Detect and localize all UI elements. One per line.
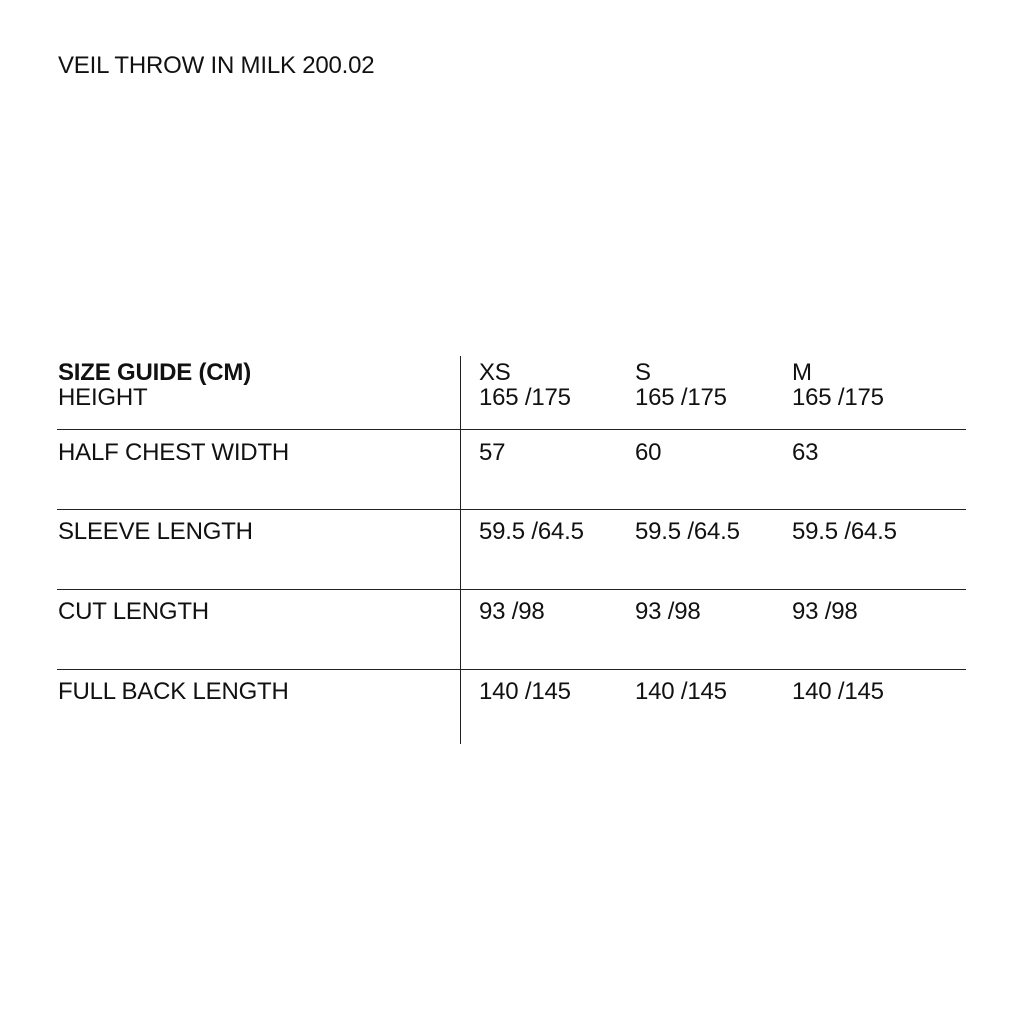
cell-half-chest-width-xs: 57 <box>479 439 506 466</box>
cell-sleeve-length-xs: 59.5 /64.5 <box>479 518 584 545</box>
size-header-m: M <box>792 359 812 386</box>
row-label-full-back-length: FULL BACK LENGTH <box>58 678 289 705</box>
cell-height-s: 165 /175 <box>635 384 727 411</box>
row-label-sleeve-length: SLEEVE LENGTH <box>58 518 253 545</box>
cell-sleeve-length-m: 59.5 /64.5 <box>792 518 897 545</box>
cell-full-back-length-m: 140 /145 <box>792 678 884 705</box>
cell-full-back-length-s: 140 /145 <box>635 678 727 705</box>
row-divider <box>57 589 966 590</box>
size-guide-heading: SIZE GUIDE (CM) <box>58 359 251 386</box>
cell-cut-length-xs: 93 /98 <box>479 598 545 625</box>
row-label-height: HEIGHT <box>58 384 148 411</box>
cell-cut-length-s: 93 /98 <box>635 598 701 625</box>
cell-height-m: 165 /175 <box>792 384 884 411</box>
cell-half-chest-width-m: 63 <box>792 439 819 466</box>
cell-height-xs: 165 /175 <box>479 384 571 411</box>
row-divider <box>57 669 966 670</box>
cell-sleeve-length-s: 59.5 /64.5 <box>635 518 740 545</box>
cell-half-chest-width-s: 60 <box>635 439 662 466</box>
row-label-half-chest-width: HALF CHEST WIDTH <box>58 439 290 466</box>
row-label-cut-length: CUT LENGTH <box>58 598 209 625</box>
row-divider <box>57 509 966 510</box>
row-divider <box>57 429 966 430</box>
product-title: VEIL THROW IN MILK 200.02 <box>58 52 375 79</box>
cell-cut-length-m: 93 /98 <box>792 598 858 625</box>
cell-full-back-length-xs: 140 /145 <box>479 678 571 705</box>
column-divider <box>460 356 461 744</box>
size-header-xs: XS <box>479 359 511 386</box>
size-header-s: S <box>635 359 651 386</box>
